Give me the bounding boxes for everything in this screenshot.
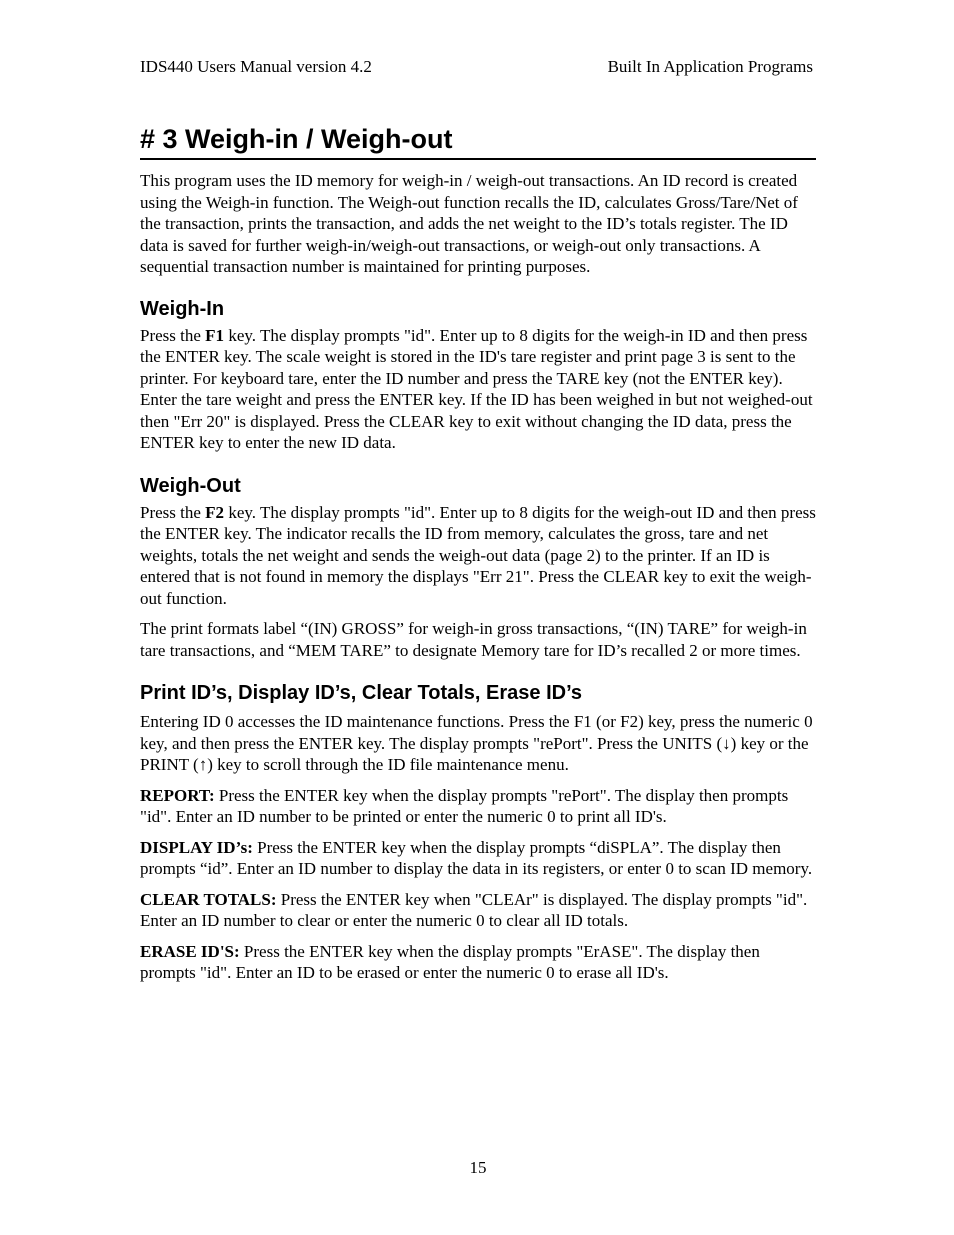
page-title: # 3 Weigh-in / Weigh-out (140, 122, 816, 160)
display-ids-text: Press the ENTER key when the display prompts “diSPLA”. The display then prompts “id”. Enter an ID number to display the data in its registers, or enter 0 to scan ID memory. (140, 837, 813, 878)
erase-ids-text: Press the ENTER key when the display prompts "ErASE". The display then prompts "id". Enter an ID to be erased or enter the numeric 0 to erase all ID's. (140, 941, 760, 982)
page-header (140, 56, 816, 78)
maintenance-intro: Entering ID 0 accesses the ID maintenance functions. Press the F1 (or F2) key, press the numeric 0 key, and then press the ENTER key. The display prompts "rePort". Press the UNITS (↓) key or the PRINT (↑) key to scroll through the ID file maintenance menu. (140, 712, 813, 774)
weigh-out-heading: Weigh-Out (140, 474, 241, 497)
header-section-title: Built In Application Programs (607, 57, 813, 76)
display-ids-label: DISPLAY ID’s: (140, 837, 253, 857)
header-manual-title: IDS440 Users Manual version 4.2 (140, 57, 372, 76)
clear-totals-label: CLEAR TOTALS: (140, 889, 277, 909)
weigh-in-key: F1 (205, 325, 225, 345)
weigh-out-text-post: key. The display prompts "id". Enter up to 8 digits for the weigh-out ID and then press the ENTER key. The indicator recalls the ID from memory, calculates the gross, tare and net weights, totals the net weight and sends the weigh-out data (page 2) to the printer. If an ID is entered that is not found in memory the displays "Err 21". Press the CLEAR key to exit the weigh-out function. (140, 502, 816, 608)
weigh-in-text-pre: Press the (140, 325, 206, 345)
weigh-in-paragraph (140, 325, 816, 454)
maintenance-heading: Print ID’s, Display ID’s, Clear Totals, Erase ID’s (140, 682, 583, 704)
erase-ids-label: ERASE ID'S: (140, 941, 240, 961)
weigh-in-heading: Weigh-In (140, 297, 225, 320)
weigh-out-text-pre: Press the (140, 502, 206, 522)
report-paragraph (140, 785, 816, 828)
weigh-out-paragraph (140, 502, 816, 610)
erase-ids-paragraph (140, 941, 816, 984)
report-label: REPORT: (140, 785, 215, 805)
clear-totals-text: Press the ENTER key when "CLEAr" is displayed. The display prompts "id". Enter an ID number to clear or enter the numeric 0 to clear all ID totals. (140, 889, 808, 930)
page-number: 15 (469, 1158, 487, 1177)
report-text: Press the ENTER key when the display prompts "rePort". The display then prompts "id". Enter an ID number to be printed or enter the numeric 0 to print all ID's. (140, 785, 789, 826)
weigh-out-key: F2 (205, 502, 225, 522)
weigh-in-text-post: key. The display prompts "id". Enter up to 8 digits for the weigh-in ID and then press the ENTER key. The scale weight is stored in the ID's tare register and print page 3 is sent to the printer. For keyboard tare, enter the ID number and press the TARE key (not the ENTER key). Enter the tare weight and press the ENTER key. If the ID has been weighed in but not weighed-out then "Err 20" is displayed. Press the CLEAR key to exit without changing the ID data, press the ENTER key to enter the new ID data. (140, 325, 813, 452)
clear-totals-paragraph (140, 889, 816, 932)
page-body (140, 170, 816, 984)
intro-paragraph: This program uses the ID memory for weigh-in / weigh-out transactions. An ID record is created using the Weigh-in function. The Weigh-out function recalls the ID, calculates Gross/Tare/Net of the transaction, prints the transaction, and adds the net weight to the ID’s totals register. The ID data is saved for further weigh-in/weigh-out transactions, or weigh-out only transactions. A sequential transaction number is maintained for printing purposes. (140, 171, 798, 276)
display-ids-paragraph (140, 837, 816, 880)
print-formats-paragraph: The print formats label “(IN) GROSS” for weigh-in gross transactions, “(IN) TARE” for weigh-in tare transactions, and “MEM TARE” to designate Memory tare for ID’s recalled 2 or more times. (140, 619, 807, 660)
